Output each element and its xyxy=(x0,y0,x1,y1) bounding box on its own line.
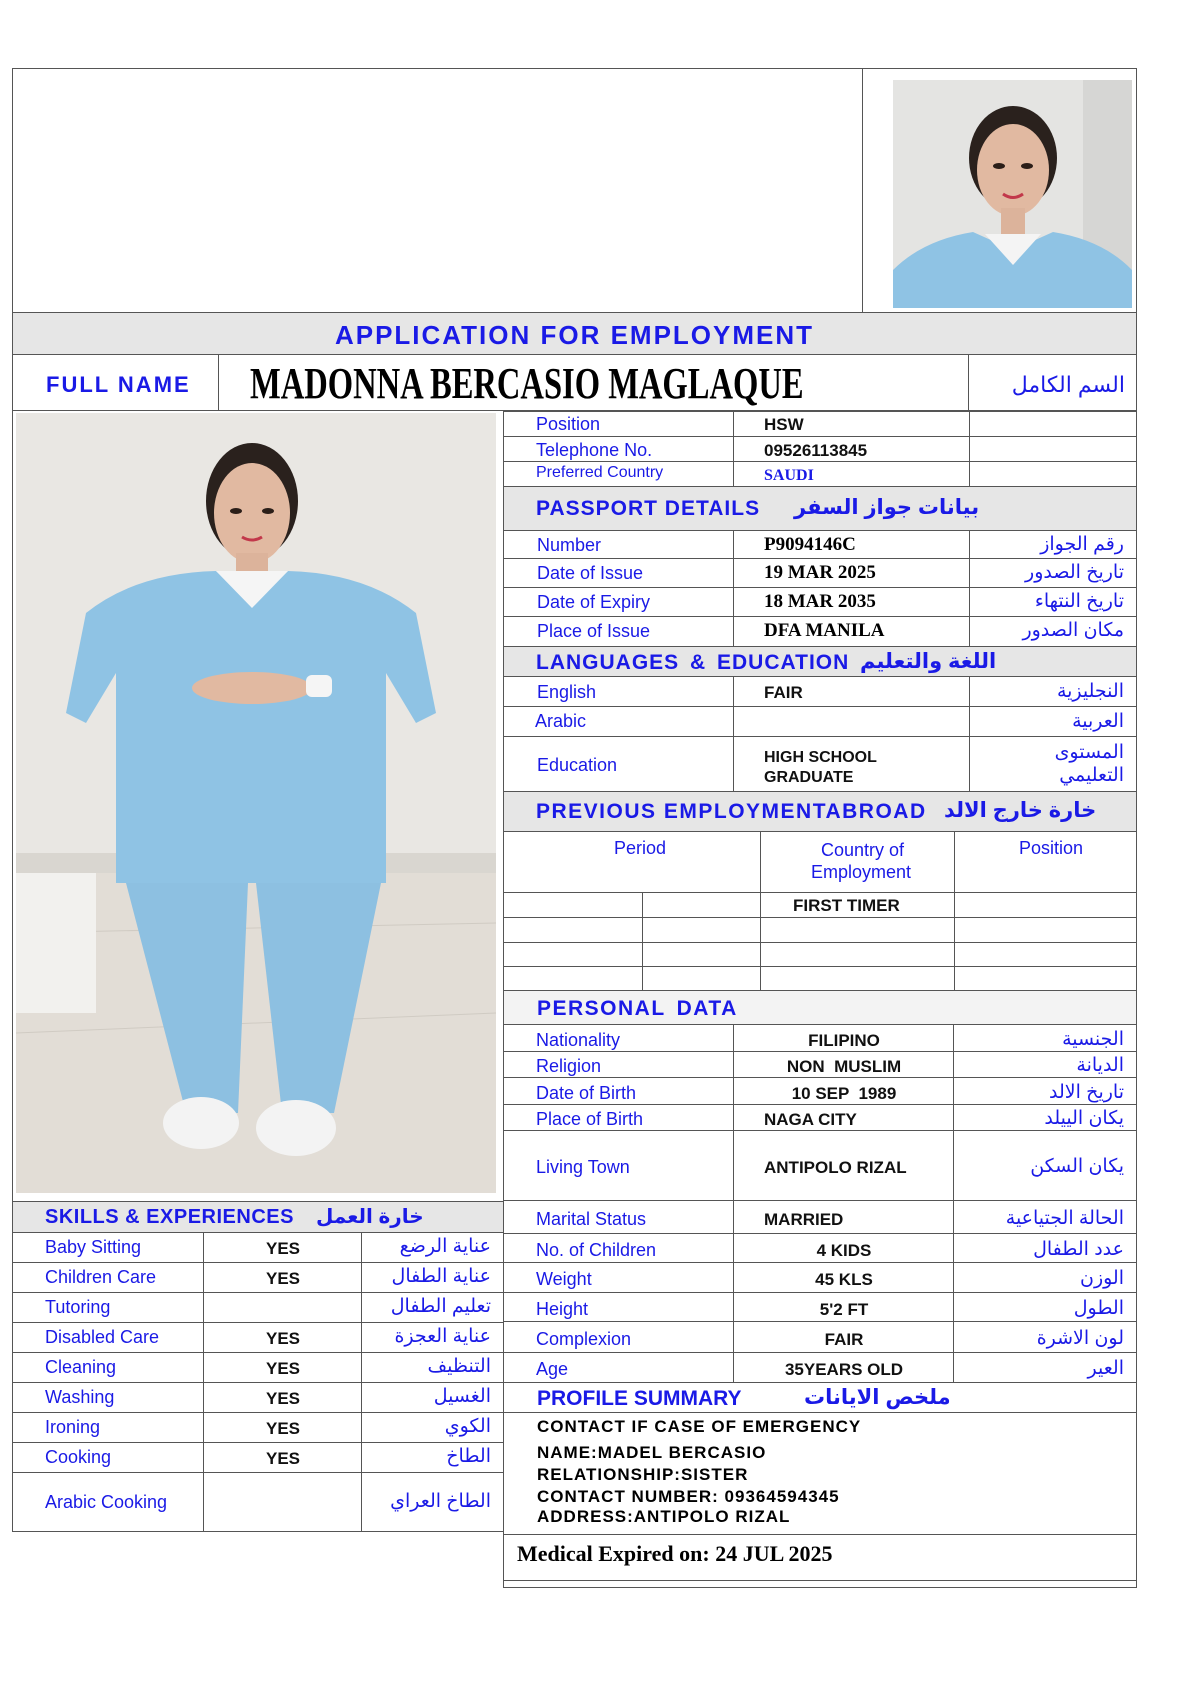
personal-row xyxy=(733,1233,953,1262)
basic-label: Telephone No. xyxy=(536,440,653,460)
skill-row xyxy=(203,1352,361,1382)
skill-value: YES xyxy=(265,1269,301,1288)
personal-value: FAIR xyxy=(824,1330,864,1349)
personal-row xyxy=(953,1321,1137,1352)
personal-ar: الطول xyxy=(1073,1298,1124,1319)
personal-label: Complexion xyxy=(536,1329,632,1349)
lang-row xyxy=(733,676,969,706)
lang-row xyxy=(969,736,1137,791)
passport-row xyxy=(733,587,969,616)
skill-label: Washing xyxy=(45,1387,115,1407)
personal-row xyxy=(503,1321,733,1352)
personal-row xyxy=(503,1292,733,1321)
personal-header xyxy=(503,990,1137,1024)
passport-value: 18 MAR 2035 xyxy=(764,591,876,612)
skill-row xyxy=(361,1322,503,1352)
personal-label: Place of Birth xyxy=(536,1109,644,1129)
medical-row xyxy=(503,1534,1137,1588)
prev-row xyxy=(642,892,760,917)
prev-row xyxy=(954,942,1137,966)
personal-row xyxy=(953,1200,1137,1233)
personal-label: Marital Status xyxy=(536,1209,647,1229)
skill-value: YES xyxy=(265,1419,301,1438)
full-name-label-ar: السم الكامل xyxy=(1011,372,1125,397)
photo-border xyxy=(12,411,504,1201)
skill-ar: عناية الرضع xyxy=(399,1236,491,1257)
skill-ar: تعليم الطفال xyxy=(390,1296,491,1317)
passport-label: Date of Expiry xyxy=(537,592,651,612)
personal-ar: يكان الييلد xyxy=(1044,1108,1124,1129)
skill-row xyxy=(203,1382,361,1412)
profile-line: ADDRESS:ANTIPOLO RIZAL xyxy=(537,1507,791,1526)
skill-row xyxy=(361,1232,503,1262)
passport-row xyxy=(733,616,969,646)
personal-ar: عدد الطفال xyxy=(1033,1239,1124,1260)
skill-label: Baby Sitting xyxy=(45,1237,142,1257)
personal-row xyxy=(733,1352,953,1382)
personal-row xyxy=(953,1077,1137,1104)
skill-row xyxy=(12,1292,203,1322)
skill-row xyxy=(12,1232,203,1262)
lang-value-line2: GRADUATE xyxy=(764,769,854,786)
skill-row xyxy=(12,1442,203,1472)
passport-row xyxy=(969,530,1137,558)
personal-row xyxy=(733,1262,953,1292)
profile-body xyxy=(503,1412,1137,1534)
personal-value: 10 SEP 1989 xyxy=(791,1084,897,1103)
basic-row xyxy=(733,411,969,436)
basic-label: Position xyxy=(536,414,601,434)
prev-row xyxy=(642,966,760,990)
skill-label: Cleaning xyxy=(45,1357,117,1377)
lang-row xyxy=(969,676,1137,706)
skill-ar: الغسيل xyxy=(433,1386,491,1407)
skill-value: YES xyxy=(265,1359,301,1378)
passport-title: PASSPORT DETAILS xyxy=(536,497,761,520)
profile-line: CONTACT NUMBER: 09364594345 xyxy=(537,1487,840,1506)
profile-header xyxy=(503,1382,1137,1412)
prev-row xyxy=(642,942,760,966)
profile-line: CONTACT IF CASE OF EMERGENCY xyxy=(537,1417,862,1436)
top-divider xyxy=(862,68,863,313)
skill-row xyxy=(203,1262,361,1292)
basic-row xyxy=(733,436,969,461)
passport-title-ar: بيانات جواز السفر xyxy=(794,496,980,519)
personal-row xyxy=(953,1104,1137,1130)
personal-row xyxy=(953,1051,1137,1077)
skill-row xyxy=(203,1292,361,1322)
passport-ar: رقم الجواز xyxy=(1040,534,1124,555)
prev-row xyxy=(642,917,760,942)
skill-row xyxy=(361,1412,503,1442)
skill-row xyxy=(203,1232,361,1262)
languages-header xyxy=(503,646,1137,676)
prev-row xyxy=(760,917,954,942)
lang-label: Education xyxy=(537,755,618,775)
skill-ar: عناية العجزة xyxy=(394,1326,491,1347)
prev-row xyxy=(760,892,954,917)
passport-row xyxy=(969,587,1137,616)
personal-row xyxy=(503,1233,733,1262)
lang-row xyxy=(733,706,969,736)
skill-row xyxy=(12,1382,203,1412)
skill-label: Tutoring xyxy=(45,1297,111,1317)
previous-header xyxy=(503,791,1137,831)
personal-row xyxy=(733,1024,953,1051)
prev-col-period xyxy=(503,831,760,892)
personal-row xyxy=(733,1051,953,1077)
lang-label: Arabic xyxy=(535,711,587,731)
full-name-div2 xyxy=(968,354,969,411)
personal-label: Religion xyxy=(536,1056,602,1076)
personal-row xyxy=(733,1104,953,1130)
personal-row xyxy=(953,1292,1137,1321)
prev-row xyxy=(954,966,1137,990)
passport-row xyxy=(969,616,1137,646)
personal-row xyxy=(953,1024,1137,1051)
full-name-div1 xyxy=(218,354,219,411)
lang-ar: العربية xyxy=(1072,711,1124,732)
prev-col-country-label2: Employment xyxy=(811,862,912,882)
personal-ar: لون الاشرة xyxy=(1036,1328,1124,1349)
lang-row xyxy=(503,706,733,736)
skill-label: Disabled Care xyxy=(45,1327,160,1347)
personal-row xyxy=(733,1200,953,1233)
basic-row xyxy=(503,411,733,436)
skill-row xyxy=(12,1472,203,1532)
basic-value: 09526113845 xyxy=(764,441,868,460)
personal-row xyxy=(733,1130,953,1200)
prev-row xyxy=(503,942,642,966)
personal-row xyxy=(953,1262,1137,1292)
personal-label: Height xyxy=(536,1299,589,1319)
basic-value: SAUDI xyxy=(764,467,814,484)
previous-title-ar: خارة خارج الالد xyxy=(944,799,1097,822)
personal-ar: تاريخ الالد xyxy=(1049,1082,1124,1103)
profile-line: RELATIONSHIP:SISTER xyxy=(537,1465,749,1484)
skills-title: SKILLS & EXPERIENCES xyxy=(45,1206,294,1228)
skill-row xyxy=(203,1412,361,1442)
basic-row xyxy=(733,461,969,486)
personal-ar: الجنسية xyxy=(1062,1029,1124,1050)
profile-line: NAME:MADEL BERCASIO xyxy=(537,1443,767,1462)
skill-label: Cooking xyxy=(45,1447,112,1467)
personal-label: No. of Children xyxy=(536,1240,657,1260)
passport-row xyxy=(969,558,1137,587)
passport-label: Place of Issue xyxy=(537,621,651,641)
lang-row xyxy=(733,736,969,791)
skill-row xyxy=(203,1442,361,1472)
personal-label: Age xyxy=(536,1359,569,1379)
passport-ar: تاريخ النتهاء xyxy=(1034,591,1124,612)
personal-row xyxy=(733,1292,953,1321)
lang-value: FAIR xyxy=(764,683,803,702)
passport-ar: تاريخ الصدور xyxy=(1025,562,1124,583)
basic-row xyxy=(503,461,733,486)
passport-value: P9094146C xyxy=(764,534,856,555)
passport-row xyxy=(503,616,733,646)
lang-value-line1: HIGH SCHOOL xyxy=(764,749,877,766)
basic-row xyxy=(969,461,1137,486)
personal-value: 5'2 FT xyxy=(819,1300,869,1319)
personal-value: MARRIED xyxy=(764,1210,844,1229)
previous-title: PREVIOUS EMPLOYMENTABROAD xyxy=(536,800,927,823)
languages-title: LANGUAGES & EDUCATION xyxy=(536,651,850,674)
profile-title-ar: ملخص الايانات xyxy=(804,1386,951,1409)
personal-row xyxy=(733,1077,953,1104)
personal-value: 45 KLS xyxy=(815,1270,873,1289)
lang-row xyxy=(503,676,733,706)
skills-title-ar: خارة العمل xyxy=(316,1206,424,1228)
prev-row xyxy=(503,966,642,990)
prev-col-period-label: Period xyxy=(614,838,667,858)
personal-row xyxy=(733,1321,953,1352)
passport-row xyxy=(503,558,733,587)
medical-expiry: Medical Expired on: 24 JUL 2025 xyxy=(517,1541,833,1566)
skill-label: Arabic Cooking xyxy=(45,1492,168,1512)
page-title: APPLICATION FOR EMPLOYMENT xyxy=(334,320,815,350)
prev-col-position-label: Position xyxy=(1019,838,1084,858)
passport-header xyxy=(503,486,1137,530)
full-name-label: FULL NAME xyxy=(46,372,191,397)
personal-ar: الديانة xyxy=(1076,1055,1124,1076)
skill-row xyxy=(12,1412,203,1442)
personal-row xyxy=(503,1200,733,1233)
lang-ar-line1: المستوى xyxy=(1054,742,1124,763)
personal-row xyxy=(953,1130,1137,1200)
languages-title-ar: اللغة والتعليم xyxy=(860,650,997,673)
personal-label: Nationality xyxy=(536,1030,621,1050)
skill-ar: الطاخ xyxy=(446,1446,491,1467)
prev-row xyxy=(503,917,642,942)
personal-title: PERSONAL DATA xyxy=(537,997,738,1020)
personal-row xyxy=(953,1233,1137,1262)
lang-ar: النجليزية xyxy=(1056,681,1124,702)
prev-col-position xyxy=(954,831,1137,892)
skill-row xyxy=(361,1382,503,1412)
skill-row xyxy=(361,1442,503,1472)
lang-label: English xyxy=(537,682,597,702)
personal-value: NAGA CITY xyxy=(764,1110,857,1129)
skill-row xyxy=(361,1262,503,1292)
skill-ar: التنظيف xyxy=(427,1356,491,1377)
skill-row xyxy=(361,1472,503,1532)
personal-ar: الحالة الجتياعية xyxy=(1005,1208,1124,1229)
passport-row xyxy=(503,530,733,558)
personal-label: Date of Birth xyxy=(536,1083,637,1103)
prev-col-country xyxy=(760,831,954,892)
skill-ar: الطاخ العراي xyxy=(390,1491,491,1512)
skill-value: YES xyxy=(265,1389,301,1408)
skill-ar: الكوي xyxy=(444,1416,491,1437)
skill-value: YES xyxy=(265,1239,301,1258)
personal-ar: العير xyxy=(1087,1358,1124,1379)
personal-value: 4 KIDS xyxy=(816,1241,872,1260)
personal-row xyxy=(503,1262,733,1292)
personal-label: Living Town xyxy=(536,1157,630,1177)
personal-ar: يكان السكن xyxy=(1030,1156,1124,1177)
headshot-photo xyxy=(893,80,1132,308)
passport-label: Date of Issue xyxy=(537,563,644,583)
prev-country: FIRST TIMER xyxy=(793,896,900,915)
basic-value: HSW xyxy=(764,415,804,434)
skill-row xyxy=(203,1322,361,1352)
personal-row xyxy=(953,1352,1137,1382)
profile-title: PROFILE SUMMARY xyxy=(537,1387,742,1410)
personal-value: NON MUSLIM xyxy=(786,1057,902,1076)
prev-row xyxy=(503,892,642,917)
skill-row xyxy=(12,1262,203,1292)
personal-value: 35YEARS OLD xyxy=(784,1360,904,1379)
skill-value: YES xyxy=(265,1329,301,1348)
skill-ar: عناية الطفال xyxy=(391,1266,491,1287)
skill-row xyxy=(361,1292,503,1322)
basic-row xyxy=(503,436,733,461)
personal-value: ANTIPOLO RIZAL xyxy=(764,1158,907,1177)
prev-row xyxy=(760,966,954,990)
skills-header xyxy=(12,1201,503,1232)
passport-row xyxy=(733,558,969,587)
skill-row xyxy=(12,1352,203,1382)
personal-row xyxy=(503,1051,733,1077)
skill-row xyxy=(203,1472,361,1532)
skill-label: Children Care xyxy=(45,1267,157,1287)
personal-row xyxy=(503,1104,733,1130)
personal-row xyxy=(503,1077,733,1104)
passport-label: Number xyxy=(537,535,602,555)
personal-ar: الوزن xyxy=(1079,1268,1124,1289)
basic-label: Preferred Country xyxy=(536,464,664,481)
lang-row xyxy=(503,736,733,791)
personal-row xyxy=(503,1352,733,1382)
prev-row xyxy=(760,942,954,966)
basic-row xyxy=(969,436,1137,461)
passport-ar: مكان الصدور xyxy=(1022,620,1124,641)
personal-value: FILIPINO xyxy=(808,1031,880,1050)
skill-value: YES xyxy=(265,1449,301,1468)
skill-row xyxy=(361,1352,503,1382)
personal-row xyxy=(503,1130,733,1200)
lang-row xyxy=(969,706,1137,736)
full-name-value: MADONNA BERCASIO MAGLAQUE xyxy=(250,359,804,408)
passport-value: DFA MANILA xyxy=(764,620,885,641)
skill-label: Ironing xyxy=(45,1417,101,1437)
basic-row xyxy=(969,411,1137,436)
personal-row xyxy=(503,1024,733,1051)
prev-row xyxy=(954,917,1137,942)
prev-col-country-label1: Country of xyxy=(821,840,905,860)
skill-row xyxy=(12,1322,203,1352)
passport-row xyxy=(503,587,733,616)
personal-label: Weight xyxy=(536,1269,592,1289)
passport-row xyxy=(733,530,969,558)
prev-row xyxy=(954,892,1137,917)
lang-ar-line2: التعليمي xyxy=(1059,765,1124,786)
passport-value: 19 MAR 2025 xyxy=(764,562,876,583)
